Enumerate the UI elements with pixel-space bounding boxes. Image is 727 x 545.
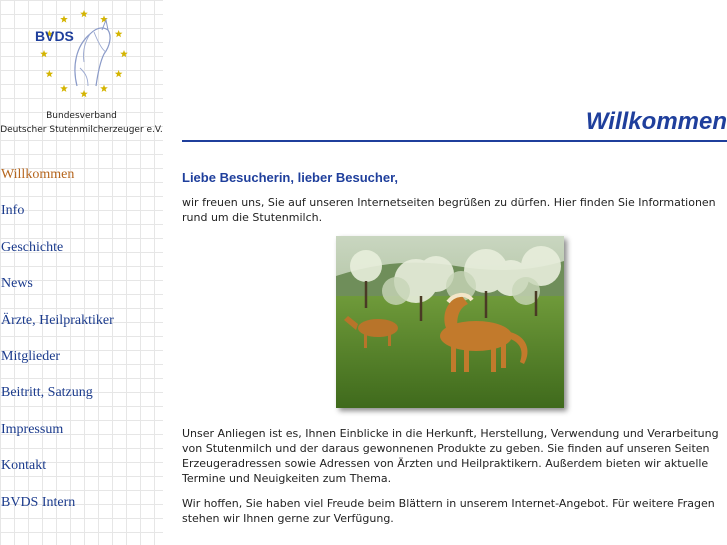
logo-star-icon: [100, 85, 108, 92]
star-ring: [40, 10, 128, 97]
horses-image: [336, 236, 564, 408]
logo-star-icon: [80, 90, 88, 97]
main-nav: [0, 164, 163, 528]
nav-item-impressum[interactable]: Impressum: [1, 421, 64, 437]
greeting-heading: Liebe Besucherin, lieber Besucher,: [182, 170, 399, 185]
logo-star-icon: [115, 30, 123, 37]
logo-star-icon: [46, 70, 54, 77]
nav-item-geschichte[interactable]: Geschichte: [1, 239, 64, 255]
nav-item-news[interactable]: News: [1, 276, 33, 292]
logo-star-icon: [40, 50, 48, 57]
nav-item-willkommen[interactable]: Willkommen: [1, 167, 75, 182]
nav-item-mitglieder[interactable]: Mitglieder: [1, 348, 61, 364]
nav-item-bvds-intern[interactable]: BVDS Intern: [1, 494, 76, 510]
mission-paragraph: Unser Anliegen ist es, Ihnen Einblicke in die Herkunft, Herstellung, Verwendung und Verarbeitung von Stutenmilch und der daraus gewonnenen Produkte zu geben. Sie finden auf unseren Seiten Erzeugeradressen sowie Adressen von Ärzten und Heilpraktikern. Außerdem bieten wir aktuelle Termine und Neuigkeiten zum Thema.: [182, 427, 719, 485]
page-title: Willkommen: [585, 108, 727, 135]
org-name-line2: Deutscher Stutenmilcherzeuger e.V.: [0, 125, 163, 135]
logo-star-icon: [60, 85, 68, 92]
org-name-line1: Bundesverband: [46, 111, 117, 121]
closing-paragraph: Wir hoffen, Sie haben viel Freude beim Blättern in unserem Internet-Angebot. Für weitere Fragen stehen wir Ihnen gerne zur Verfügung.: [182, 497, 715, 525]
logo-star-icon: [115, 70, 123, 77]
intro-paragraph: wir freuen uns, Sie auf unseren Internetseiten begrüßen zu dürfen. Hier finden Sie Informationen rund um die Stutenmilch.: [182, 196, 716, 224]
nav-item-kontakt[interactable]: Kontakt: [1, 458, 47, 474]
sidebar-spacer: [163, 0, 182, 545]
horses-photo: [336, 236, 564, 408]
nav-item-aerzte[interactable]: Ärzte, Heilpraktiker: [1, 312, 114, 328]
logo-text: BVDS: [35, 28, 74, 44]
sidebar: [0, 0, 163, 545]
logo-star-icon: [60, 15, 68, 22]
nav-item-beitritt[interactable]: Beitritt, Satzung: [1, 385, 93, 401]
bvds-logo[interactable]: [32, 6, 132, 102]
logo-graphic: [32, 6, 132, 102]
nav-item-info[interactable]: Info: [1, 203, 25, 219]
logo-star-icon: [80, 10, 88, 17]
title-divider: [182, 140, 727, 142]
logo-star-icon: [120, 50, 128, 57]
